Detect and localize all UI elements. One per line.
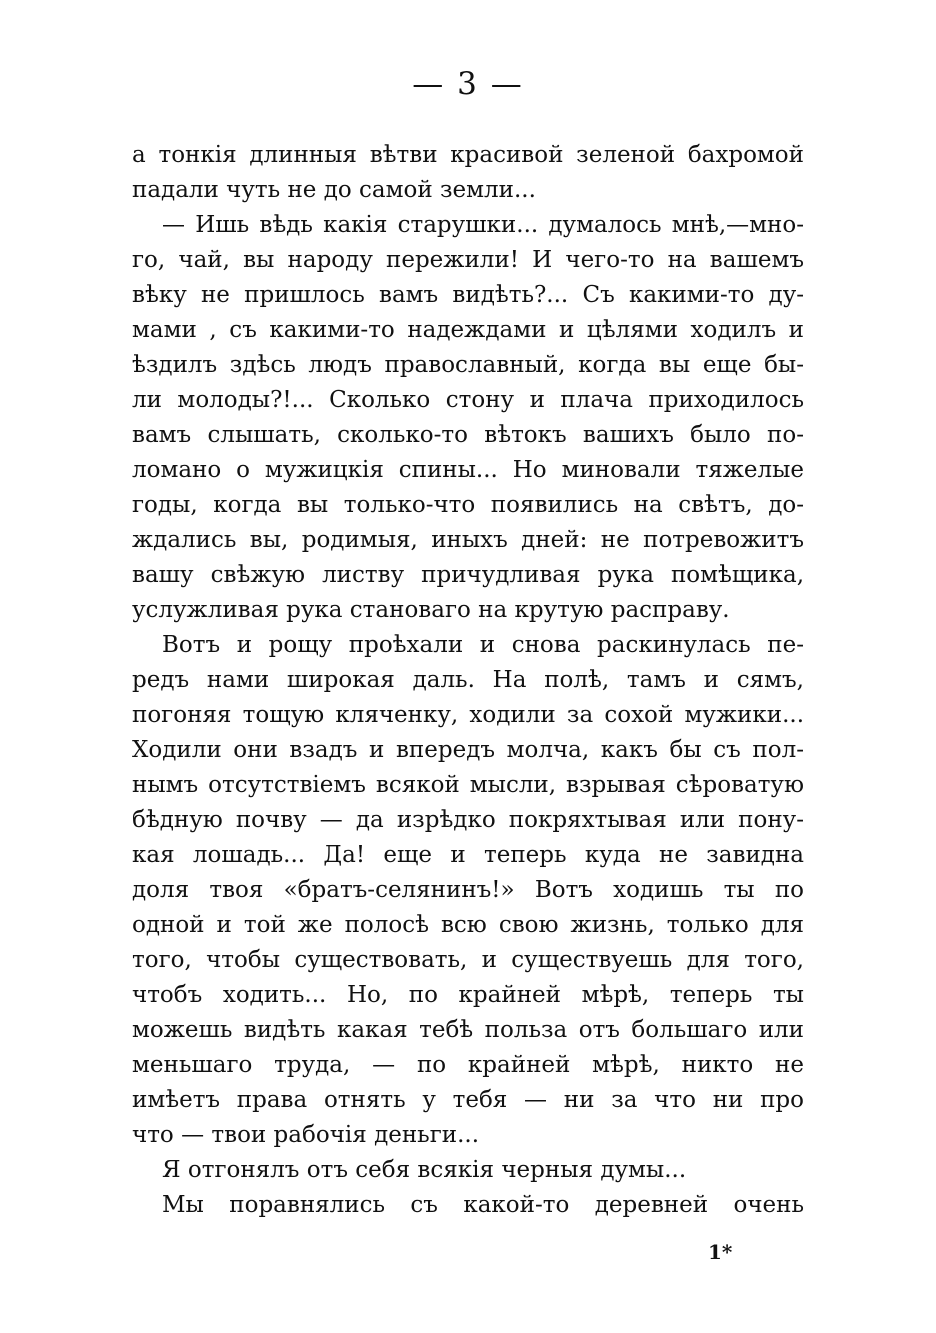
text-line: мами , съ какими-то надеждами и цѣлями ходилъ и: [132, 317, 804, 343]
text-line: годы, когда вы только-что появились на свѣтъ, до-: [132, 492, 804, 518]
text-line: вамъ слышать, сколько-то вѣтокъ вашихъ было по-: [132, 422, 804, 448]
text-line: погоняя тощую кляченку, ходили за сохой мужики...: [132, 702, 804, 728]
text-line: Ходили они взадъ и впередъ молча, какъ бы съ пол-: [132, 737, 804, 763]
text-line: доля твоя «братъ-селянинъ!» Вотъ ходишь ты по: [132, 877, 804, 903]
text-body: [132, 138, 804, 1223]
text-line: кая лошадь... Да! еще и теперь куда не завидна: [132, 842, 804, 868]
text-line: вѣку не пришлось вамъ видѣть?... Съ какими-то ду-: [132, 282, 804, 308]
text-line: Я отгонялъ отъ себя всякія черныя думы...: [162, 1157, 687, 1183]
text-line: а тонкія длинныя вѣтви красивой зеленой бахромой: [132, 142, 804, 168]
text-line: того, чтобы существовать, и существуешь для того,: [132, 947, 804, 973]
text-line: ломано о мужицкія спины... Но миновали тяжелые: [132, 457, 804, 483]
text-line: нымъ отсутствіемъ всякой мысли, взрывая сѣроватую: [132, 772, 804, 798]
text-line: ждались вы, родимыя, иныхъ дней: не потревожитъ: [132, 527, 804, 553]
text-line: го, чай, вы народу пережили! И чего-то на вашемъ: [132, 247, 804, 273]
text-line: услужливая рука становаго на крутую расправу.: [132, 597, 730, 623]
text-line: Мы поравнялись съ какой-то деревней очень: [162, 1192, 804, 1218]
text-line: можешь видѣть какая тебѣ польза отъ большаго или: [132, 1017, 804, 1043]
text-line: ли молоды?!... Сколько стону и плача приходилось: [132, 387, 804, 413]
page-number: — 3 —: [412, 66, 524, 102]
text-line: вашу свѣжую листву причудливая рука помѣщика,: [132, 562, 804, 588]
signature-mark: 1*: [708, 1240, 733, 1264]
text-line: что — твои рабочія деньги...: [132, 1122, 480, 1148]
text-line: имѣетъ права отнять у тебя — ни за что ни про: [132, 1087, 804, 1113]
text-line: редъ нами широкая даль. На полѣ, тамъ и сямъ,: [132, 667, 804, 693]
text-line: меньшаго труда, — по крайней мѣрѣ, никто не: [132, 1052, 804, 1078]
text-line: чтобъ ходить... Но, по крайней мѣрѣ, теперь ты: [132, 982, 804, 1008]
text-line: — Ишь вѣдь какія старушки... думалось мнѣ,—мно-: [162, 212, 804, 238]
text-line: ѣздилъ здѣсь людъ православный, когда вы еще бы-: [132, 352, 804, 378]
text-line: Вотъ и рощу проѣхали и снова раскинулась пе-: [162, 632, 804, 658]
text-line: бѣдную почву — да изрѣдко покряхтывая или пону-: [132, 807, 804, 833]
text-line: падали чуть не до самой земли...: [132, 177, 536, 203]
text-line: одной и той же полосѣ всю свою жизнь, только для: [132, 912, 804, 938]
